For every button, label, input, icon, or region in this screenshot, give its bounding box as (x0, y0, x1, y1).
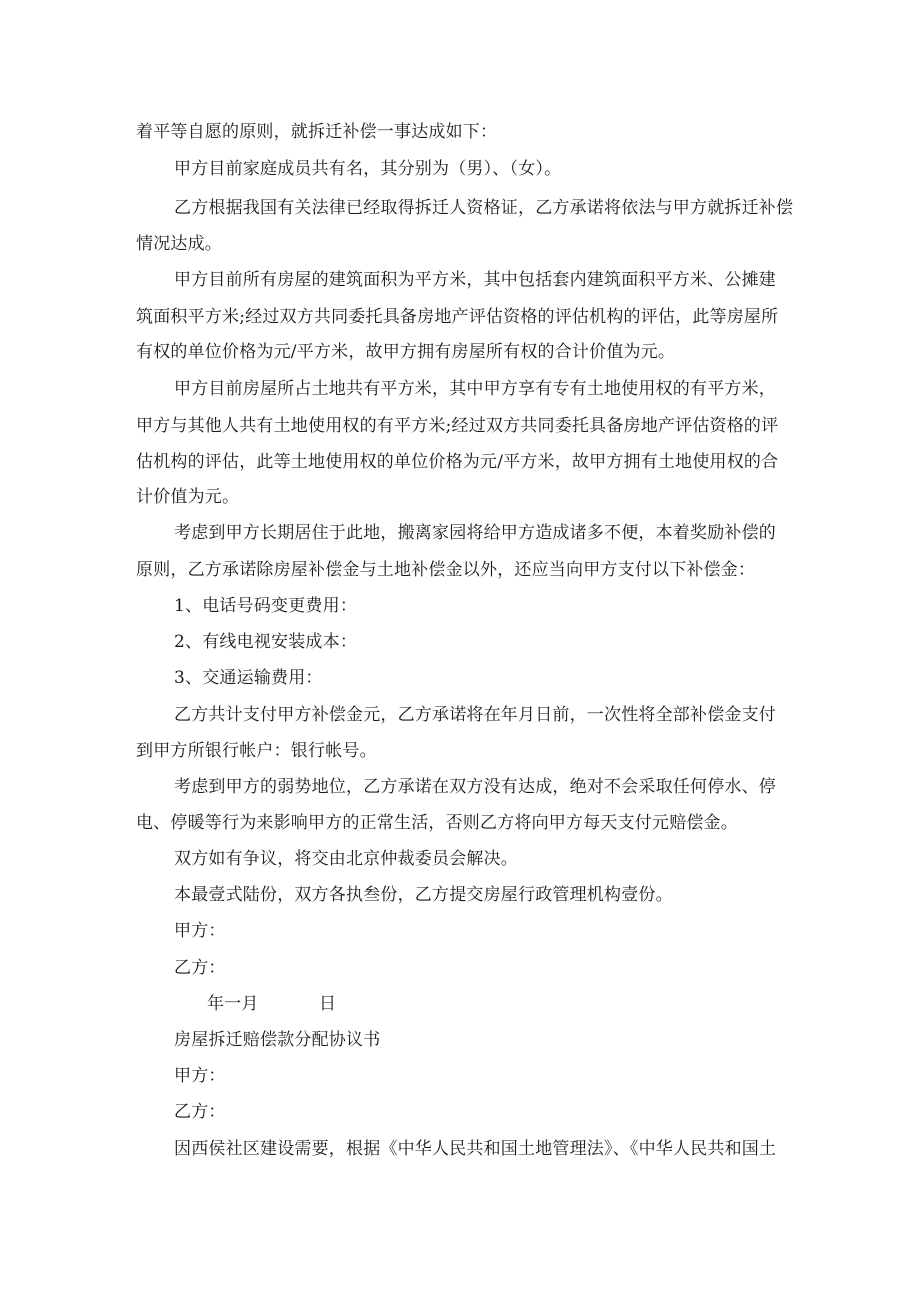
text-line: 着平等自愿的原则，就拆迁补偿一事达成如下： (136, 122, 498, 142)
party-b-label: 乙方： (174, 1102, 226, 1122)
date-year-month: 年一月 (207, 994, 259, 1014)
text-line: 2、有线电视安装成本： (174, 632, 358, 652)
text-line: 甲方目前房屋所占土地共有平方米，其中甲方享有专有土地使用权的有平方米， (174, 379, 776, 399)
section-title: 房屋拆迁赔偿款分配协议书 (174, 1030, 381, 1050)
party-a-label: 甲方： (174, 1066, 226, 1086)
text-line: 1、电话号码变更费用： (174, 596, 358, 616)
text-line: 筑面积平方米;经过双方共同委托具备房地产评估资格的评估机构的评估，此等房屋所 (136, 307, 779, 327)
text-line: 情况达成。 (136, 234, 222, 254)
text-line: 3、交通运输费用： (174, 668, 323, 688)
text-line: 甲方目前家庭成员共有名，其分别为（男）、（女）。 (174, 159, 562, 179)
text-line: 计价值为元。 (136, 487, 240, 507)
text-line: 乙方根据我国有关法律已经取得拆迁人资格证，乙方承诺将依法与甲方就拆迁补偿 (174, 198, 794, 218)
text-line: 甲方目前所有房屋的建筑面积为平方米，其中包括套内建筑面积平方米、公摊建 (174, 270, 776, 290)
text-line: 甲方与其他人共有土地使用权的有平方米;经过双方共同委托具备房地产评估资格的评 (136, 416, 779, 436)
date-day: 日 (319, 994, 337, 1014)
text-line: 双方如有争议，将交由北京仲裁委员会解决。 (174, 849, 518, 869)
party-a-signature-label: 甲方： (174, 921, 226, 941)
text-line: 乙方共计支付甲方补偿金元，乙方承诺将在年月日前，一次性将全部补偿金支付 (174, 705, 776, 725)
text-line: 考虑到甲方的弱势地位，乙方承诺在双方没有达成，绝对不会采取任何停水、停 (174, 777, 776, 797)
text-line: 到甲方所银行帐户：银行帐号。 (136, 741, 377, 761)
text-line: 有权的单位价格为元/平方米，故甲方拥有房屋所有权的合计价值为元。 (136, 342, 676, 362)
text-line: 估机构的评估，此等土地使用权的单位价格为元/平方米，故甲方拥有土地使用权的合 (136, 452, 779, 472)
text-line: 因西侯社区建设需要，根据《中华人民共和国土地管理法》、《中华人民共和国土 (174, 1139, 777, 1159)
date-line (0, 994, 920, 1014)
party-b-signature-label: 乙方： (174, 958, 226, 978)
text-line: 考虑到甲方长期居住于此地，搬离家园将给甲方造成诸多不便，本着奖励补偿的 (174, 523, 776, 543)
text-line: 本最壹式陆份，双方各执叁份，乙方提交房屋行政管理机构壹份。 (174, 885, 673, 905)
text-line: 电、停暖等行为来影响甲方的正常生活，否则乙方将向甲方每天支付元赔偿金。 (136, 813, 738, 833)
text-line: 原则，乙方承诺除房屋补偿金与土地补偿金以外，还应当向甲方支付以下补偿金： (136, 560, 756, 580)
